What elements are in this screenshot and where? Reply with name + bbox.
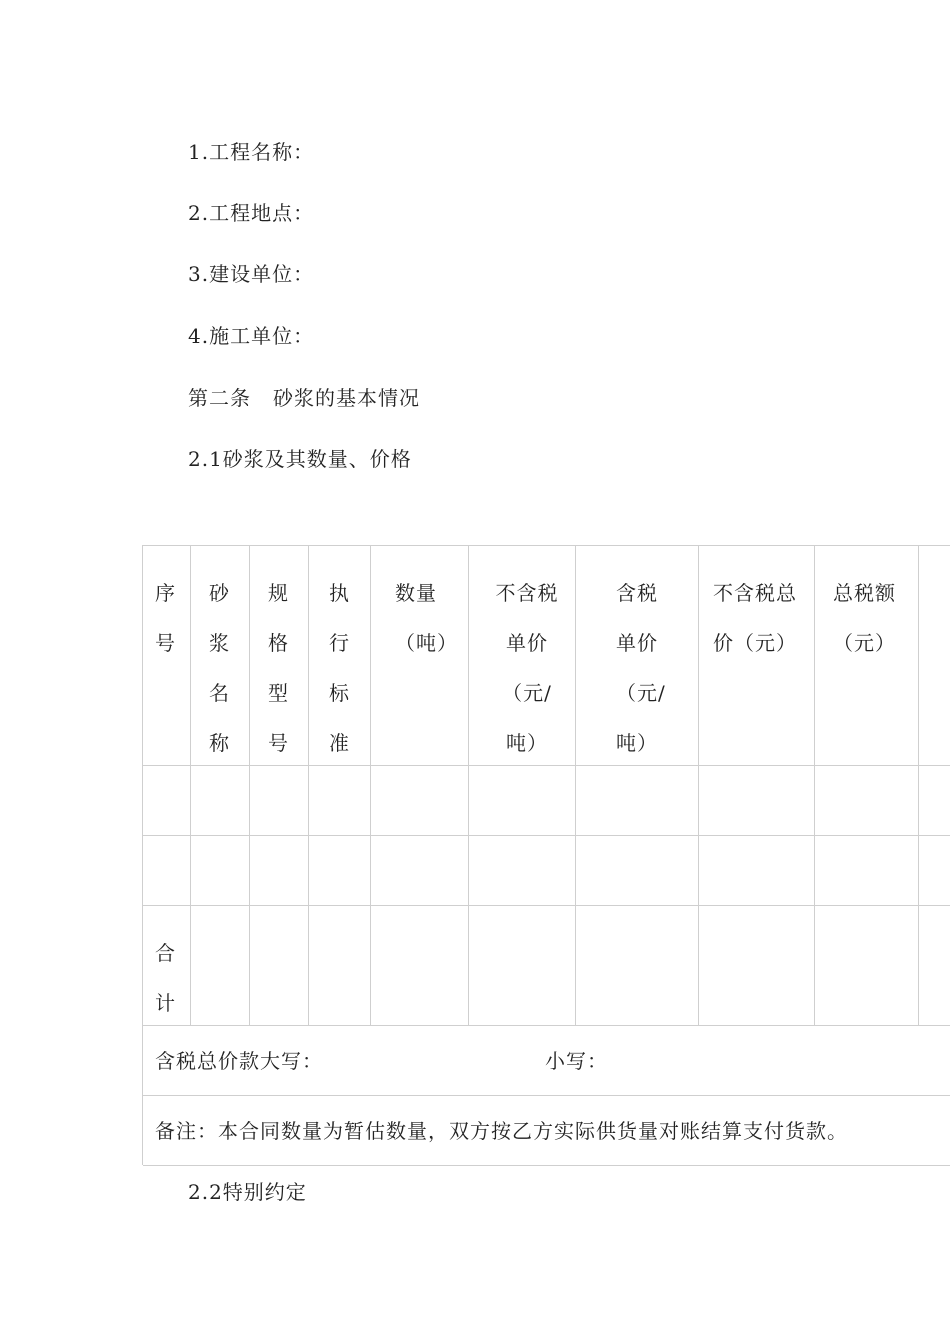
header-quantity: 数量 （吨） xyxy=(371,546,469,766)
header-spec-model: 规 格 型 号 xyxy=(250,546,309,766)
article-number: 第二条 xyxy=(188,386,251,410)
header-standard: 执 行 标 准 xyxy=(309,546,371,766)
table-cell xyxy=(919,836,950,906)
table-cell xyxy=(815,836,919,906)
project-name-line: 1.工程名称： xyxy=(188,140,315,164)
header-total-tax: 总税额 （元） xyxy=(815,546,919,766)
table-cell xyxy=(191,766,250,836)
table-cell xyxy=(919,906,950,1026)
table-cell xyxy=(143,836,191,906)
table-cell xyxy=(371,836,469,906)
table-cell xyxy=(815,906,919,1026)
table-cell xyxy=(309,906,371,1026)
contractor-unit-line: 4.施工单位： xyxy=(188,324,315,348)
project-location-line: 2.工程地点： xyxy=(188,201,315,225)
table-cell xyxy=(371,766,469,836)
table-cell xyxy=(309,766,371,836)
mortar-price-table xyxy=(142,545,950,1165)
total-price-row xyxy=(143,1026,950,1096)
table-cell xyxy=(250,836,309,906)
table-cell xyxy=(143,766,191,836)
table-cell xyxy=(191,836,250,906)
header-unit-price-excl-tax: 不含税 单价 （元/ 吨） xyxy=(469,546,576,766)
total-price-figures-label: 小写： xyxy=(545,1049,608,1073)
section-2-1-heading: 2.1砂浆及其数量、价格 xyxy=(188,447,412,471)
header-extra xyxy=(919,546,950,766)
table-cell xyxy=(576,906,699,1026)
table-cell xyxy=(250,906,309,1026)
construction-unit-line: 3.建设单位： xyxy=(188,262,315,286)
remark-row: 备注：本合同数量为暂估数量，双方按乙方实际供货量对账结算支付货款。 xyxy=(143,1096,950,1166)
table-cell xyxy=(371,906,469,1026)
total-row-label: 合 计 xyxy=(143,906,191,1026)
table-cell xyxy=(919,766,950,836)
table-cell xyxy=(469,836,576,906)
header-serial-number: 序 号 xyxy=(143,546,191,766)
total-price-words-label: 含税总价款大写： xyxy=(155,1049,323,1073)
header-mortar-name: 砂 浆 名 称 xyxy=(191,546,250,766)
table-cell xyxy=(699,836,815,906)
header-unit-price-incl-tax: 含税 单价 （元/ 吨） xyxy=(576,546,699,766)
section-2-2-heading: 2.2特别约定 xyxy=(188,1180,307,1204)
table-cell xyxy=(250,766,309,836)
table-cell xyxy=(699,906,815,1026)
table-cell xyxy=(191,906,250,1026)
article-title: 砂浆的基本情况 xyxy=(273,386,420,410)
table-cell xyxy=(699,766,815,836)
header-total-excl-tax: 不含税总 价（元） xyxy=(699,546,815,766)
table-cell xyxy=(469,766,576,836)
table-cell xyxy=(309,836,371,906)
article-heading xyxy=(188,386,420,410)
table-cell xyxy=(576,766,699,836)
table-cell xyxy=(576,836,699,906)
table-cell xyxy=(815,766,919,836)
table-cell xyxy=(469,906,576,1026)
